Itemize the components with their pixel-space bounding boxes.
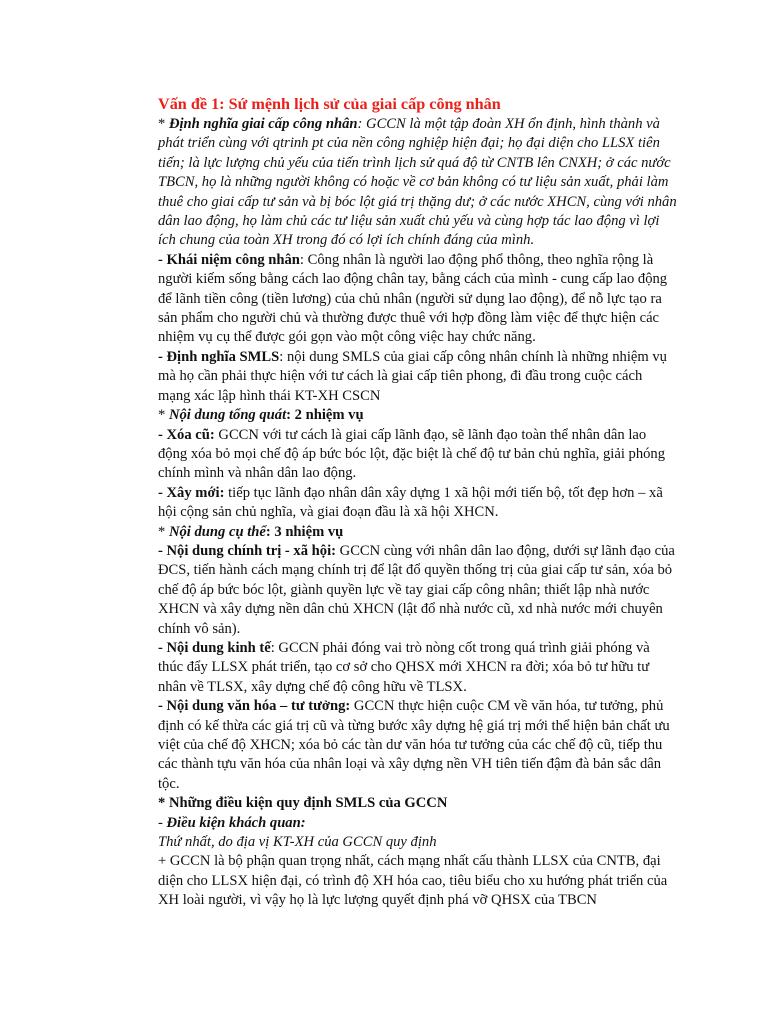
text-run: : nội dung SMLS của giai cấp công nhân chính là những nhiệm vụ mà họ cần phải thực hiện với tư cách là giai cấp tiên phong, đi đầu trong cuộc cách mạng xác lập hình thái KT-XH CSCN — [158, 348, 667, 404]
document-body — [158, 115, 678, 911]
paragraph — [158, 251, 678, 348]
text-run: GCCN thực hiện cuộc CM về văn hóa, tư tưởng, phủ định có kế thừa các giá trị cũ và từng bước xây dựng hệ giá trị mới thể hiện bản chất ưu việt của chế độ XHCN; xóa bỏ các tàn dư văn hóa tư tưởng của các chế độ cũ, tiếp thu các thành tựu văn hóa của nhân loại và xây dựng nền VH tiên tiến đậm đà bản sắc dân tộc. — [158, 698, 670, 792]
text-run: - — [158, 814, 167, 831]
text-run: * — [158, 523, 169, 540]
text-run: - Xây mới: — [158, 484, 225, 501]
document-title: Vấn đề 1: Sứ mệnh lịch sử của giai cấp công nhân — [158, 95, 501, 113]
text-run: - Nội dung văn hóa – tư tưởng: — [158, 698, 351, 715]
text-run: : Công nhân là người lao động phổ thông, theo nghĩa rộng là người kiếm sống bằng cách lao động chân tay, bằng cách của mình - cung cấp lao động để lãnh tiền công (tiền lương) của chủ nhân (người sử dụng lao động), để nỗ lực tạo ra sản phẩm cho người chủ và thường được thuê với hợp đồng làm việc để thực hiện các nhiệm vụ cụ thể được gói gọn vào một công việc hay chức năng. — [158, 251, 668, 346]
text-run: : GCCN phải đóng vai trò nòng cốt trong quá trình giải phóng và thúc đẩy LLSX phát triển, tạo cơ sở cho QHSX mới XHCN ra đời; xóa bỏ tư hữu tư nhân về TLSX, xây dựng chế độ công hữu về TLSX. — [158, 639, 650, 695]
paragraph — [158, 426, 678, 484]
text-run: : 2 nhiệm vụ — [286, 407, 364, 424]
text-run: Nội dung cụ thể — [168, 523, 266, 540]
text-run: - Định nghĩa SMLS — [158, 348, 280, 365]
text-run: Định nghĩa giai cấp công nhân — [168, 116, 358, 132]
text-run: Nội dung tổng quát — [168, 407, 287, 424]
text-run: tiếp tục lãnh đạo nhân dân xây dựng 1 xã hội mới tiến bộ, tốt đẹp hơn – xã hội cộng sản chủ nghĩa, và giai đoạn đầu là xã hội XHCN. — [158, 484, 663, 521]
paragraph — [158, 833, 678, 852]
text-run: GCCN với tư cách là giai cấp lãnh đạo, sẽ lãnh đạo toàn thể nhân dân lao động xóa bỏ mọi chế độ áp bức bóc lột, đặc biệt là chế độ tư bản chủ nghĩa, giải phóng chính mình và nhân dân lao động. — [158, 426, 666, 482]
paragraph — [158, 852, 678, 910]
paragraph — [158, 348, 678, 406]
paragraph — [158, 697, 678, 794]
text-run: Thứ nhất, do địa vị KT-XH của GCCN quy định — [158, 834, 437, 851]
text-run: : 3 nhiệm vụ — [265, 523, 344, 540]
text-run: GCCN cùng với nhân dân lao động, dưới sự lãnh đạo của ĐCS, tiến hành cách mạng chính trị để lật đổ quyền thống trị của giai cấp tư sản, xóa bỏ chế độ áp bức bóc lột, giành quyền lực về tay giai cấp công nhân; thiết lập nhà nước XHCN và xây dựng nền dân chủ XHCN (lật đổ nhà nước cũ, xd nhà nước mới chuyên chính vô sản). — [158, 542, 675, 637]
text-run: * — [158, 407, 169, 424]
text-run: - Nội dung kinh tế — [158, 639, 271, 656]
paragraph — [158, 484, 678, 523]
paragraph — [158, 406, 678, 425]
text-run: : GCCN là một tập đoàn XH ổn định, hình thành và phát triển cùng với qtrinh pt của nền công nghiệp hiện đại; họ đại diện cho LLSX tiên tiến; là lực lượng chủ yếu của tiến trình lịch sử quá độ từ CNTB lên CNXH; ở các nước TBCN, họ là những người không có hoặc về cơ bản không có tư liệu sản xuất, phải làm thuê cho giai cấp tư sản và bị bóc lột giá trị thặng dư; ở các nước XHCN, cùng với nhân dân lao động, họ làm chủ các tư liệu sản xuất chủ yếu và cùng hợp tác lao động vì lợi ích chung của toàn XH trong đó có lợi ích chính đáng của mình. — [158, 116, 677, 249]
text-run: * — [158, 116, 169, 132]
paragraph — [158, 115, 678, 251]
text-run: - Khái niệm công nhân — [158, 251, 300, 268]
paragraph — [158, 814, 678, 833]
paragraph — [158, 639, 678, 697]
text-run: + GCCN là bộ phận quan trọng nhất, cách mạng nhất cấu thành LLSX của CNTB, đại diện cho LLSX hiện đại, có trình độ XH hóa cao, tiêu biểu cho xu hướng phát triển của XH loài người, vì vậy họ là lực lượng quyết định phá vỡ QHSX của TBCN — [158, 853, 668, 909]
paragraph — [158, 542, 678, 639]
text-run: Điều kiện khách quan: — [166, 814, 306, 831]
paragraph — [158, 794, 678, 813]
document-page — [158, 94, 678, 911]
text-run: * Những điều kiện quy định SMLS của GCCN — [158, 795, 448, 812]
text-run: - Nội dung chính trị - xã hội: — [158, 542, 336, 559]
text-run: - Xóa cũ: — [158, 426, 215, 443]
paragraph — [158, 523, 678, 542]
